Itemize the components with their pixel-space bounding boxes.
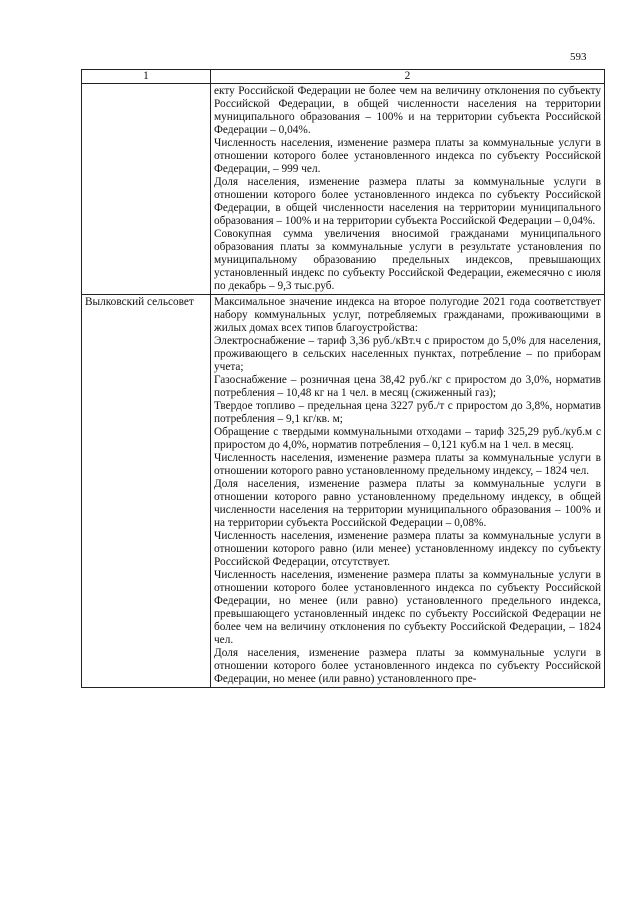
content-cell	[211, 295, 605, 688]
column-header-2: 2	[211, 70, 605, 84]
paragraph: Численность населения, изменение размера платы за коммунальные услуги в отношении которого более установленного индекса по субъекту Российской Федерации, – 999 чел.	[214, 137, 601, 175]
paragraph: Численность населения, изменение размера платы за коммунальные услуги в отношении которого более установленного индекса по субъекту Российской Федерации, но менее (или равно) установленного предельного индекса, превышающего установленный индекс по субъекту Российской Федерации не более чем на величину отклонения по субъекту Российской Федерации, – 1824 чел.	[214, 569, 601, 646]
content-cell	[211, 84, 605, 295]
region-name-cell: Вылковский сельсовет	[82, 295, 211, 688]
paragraph: Газоснабжение – розничная цена 38,42 руб./кг с приростом до 3,0%, норматив потребления – 10,48 кг на 1 чел. в месяц (сжиженный газ);	[214, 374, 601, 399]
paragraph: Доля населения, изменение размера платы за коммунальные услуги в отношении которого равно установленному предельному индексу, в общей численности населения на территории муниципального образования – 100% и на территории субъекта Российской Федерации – 0,08%.	[214, 478, 601, 529]
table-row	[82, 295, 605, 688]
paragraph: екту Российской Федерации не более чем на величину отклонения по субъекту Российской Федерации, в общей численности населения на территории муниципального образования – 100% и на территории субъекта Российской Федерации – 0,04%.	[214, 85, 601, 136]
table-header-row	[82, 70, 605, 84]
page-number: 593	[570, 51, 587, 63]
paragraph: Численность населения, изменение размера платы за коммунальные услуги в отношении которого равно установленному предельному индексу, – 1824 чел.	[214, 452, 601, 477]
region-name-cell	[82, 84, 211, 295]
paragraph: Максимальное значение индекса на второе полугодие 2021 года соответствует набору коммунальных услуг, потребляемых гражданами, проживающими в жилых домах всех типов благоустройства:	[214, 296, 601, 334]
column-header-1: 1	[82, 70, 211, 84]
document-table	[81, 69, 605, 688]
table-row	[82, 84, 605, 295]
paragraph: Твердое топливо – предельная цена 3227 руб./т с приростом до 3,8%, норматив потребления – 9,1 кг/кв. м;	[214, 400, 601, 425]
paragraph: Доля населения, изменение размера платы за коммунальные услуги в отношении которого более установленного индекса по субъекту Российской Федерации, в общей численности населения на территории муниципального образования – 100% и на территории субъекта Российской Федерации – 0,04%.	[214, 176, 601, 227]
paragraph: Электроснабжение – тариф 3,36 руб./кВт.ч с приростом до 5,0% для населения, проживающего в сельских населенных пунктах, потребление – по приборам учета;	[214, 335, 601, 373]
paragraph: Доля населения, изменение размера платы за коммунальные услуги в отношении которого более установленного индекса по субъекту Российской Федерации, но менее (или равно) установленного пре-	[214, 647, 601, 685]
paragraph: Совокупная сумма увеличения вносимой гражданами муниципального образования платы за коммунальные услуги в результате установления по муниципальному образованию предельных индексов, превышающих установленный индекс по субъекту Российской Федерации, ежемесячно с июля по декабрь – 9,3 тыс.руб.	[214, 228, 601, 292]
paragraph: Обращение с твердыми коммунальными отходами – тариф 325,29 руб./куб.м с приростом до 4,0%, норматив потребления – 0,121 куб.м на 1 чел. в месяц.	[214, 426, 601, 451]
paragraph: Численность населения, изменение размера платы за коммунальные услуги в отношении которого равно (или менее) установленному индексу по субъекту Российской Федерации, отсутствует.	[214, 530, 601, 568]
